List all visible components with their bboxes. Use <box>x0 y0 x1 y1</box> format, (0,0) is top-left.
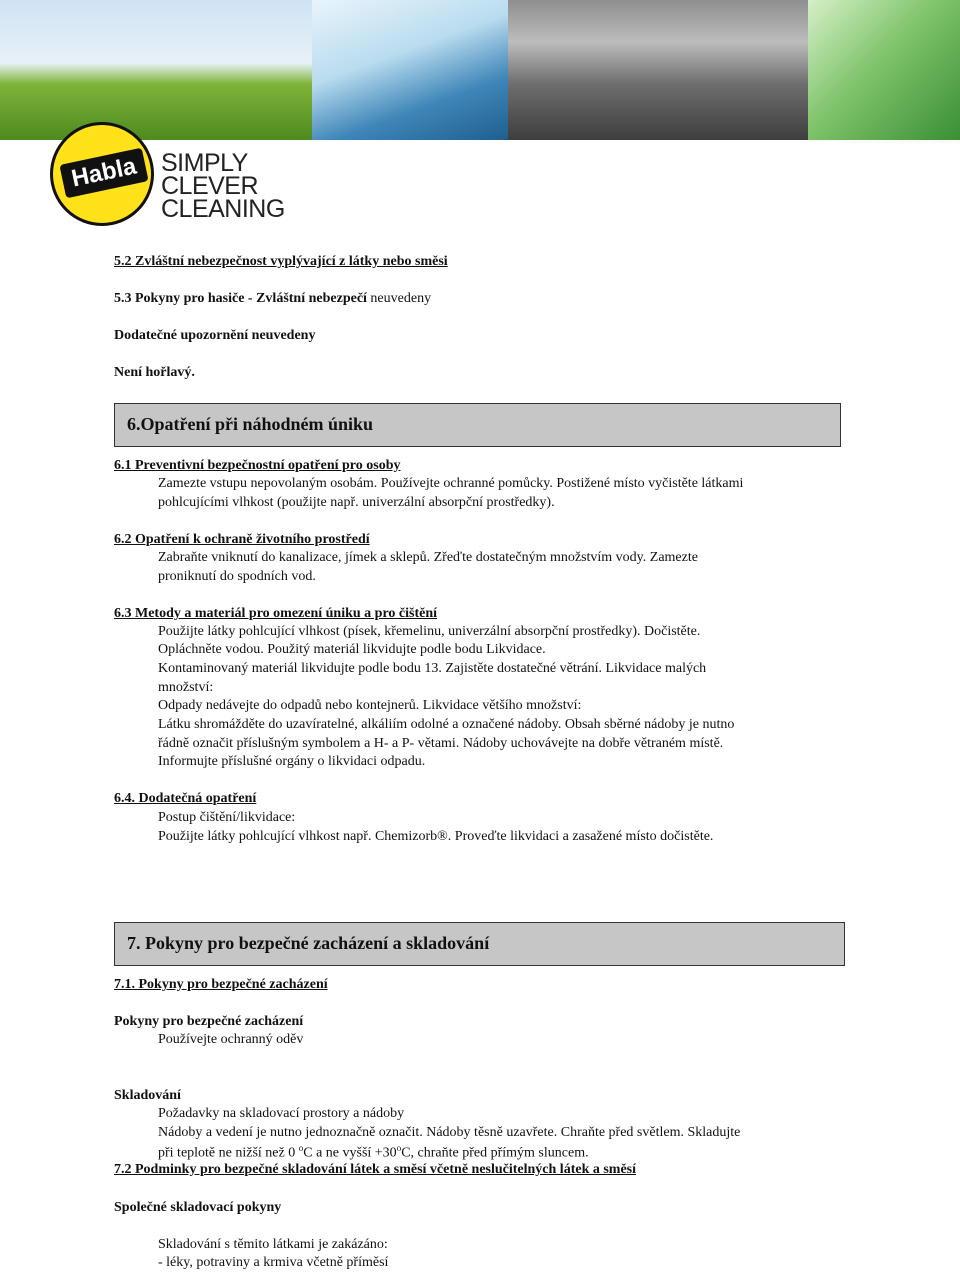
banner-photo-water <box>312 0 508 140</box>
storage-line-2-a: při teplotě ne nižší než 0 <box>158 1145 299 1161</box>
common-storage-label: Společné skladovací pokyny <box>114 1200 282 1215</box>
handling-label: Pokyny pro bezpečné zacházení <box>114 1014 304 1029</box>
text-6-3-line-4: množství: <box>158 680 214 695</box>
text-6-3-line-5: Odpady nedávejte do odpadů nebo kontejnerů. Likvidace většího množství: <box>158 698 582 713</box>
additional-warning: Dodatečné upozornění neuvedeny <box>114 328 316 343</box>
text-6-3-line-1: Použijte látky pohlcující vlhkost (písek, křemelinu, univerzální absorpční prostředky). Dočistěte. <box>158 624 701 639</box>
heading-6-4: 6.4. Dodatečná opatření <box>114 791 257 806</box>
banner-photo-grass <box>0 0 312 140</box>
section-7-title-box <box>114 922 845 966</box>
slogan-line-3: CLEANING <box>161 195 285 223</box>
banner-photo-bottles <box>808 0 960 140</box>
text-6-3-line-7: řádně označit příslušným symbolem a H- a P- větami. Nádoby uchovávejte na dobře větraném místě. <box>158 736 724 751</box>
slogan-line-1: SIMPLY <box>161 149 248 177</box>
text-6-2-line-1: Zabraňte vniknutí do kanalizace, jímek a sklepů. Zřeďte dostatečným množstvím vody. Zamezte <box>158 550 698 565</box>
forbidden-item: - léky, potraviny a krmiva včetně příměsí <box>158 1255 389 1270</box>
degree-sup-1: o <box>298 1143 304 1153</box>
text-6-3-line-8: Informujte příslušné orgány o likvidaci odpadu. <box>158 754 426 769</box>
heading-5-3 <box>114 291 431 307</box>
slogan <box>161 149 285 223</box>
non-flammable: Není hořlavý. <box>114 365 195 380</box>
heading-5-2: 5.2 Zvláštní nebezpečnost vyplývající z látky nebo směsi <box>114 254 448 269</box>
text-6-4-line-1: Postup čištění/likvidace: <box>158 810 296 825</box>
storage-line-2 <box>158 1143 589 1162</box>
text-6-1-line-2: pohlcujícími vlhkost (použijte např. univerzální absorpční prostředky). <box>158 495 555 510</box>
storage-line-1: Nádoby a vedení je nutno jednoznačně označit. Nádoby těsně uzavřete. Chraňte před světlem. Skladujte <box>158 1125 741 1140</box>
degree-sup-2: o <box>396 1143 402 1153</box>
text-6-3-line-2: Opláchněte vodou. Použitý materiál likvidujte podle bodu Likvidace. <box>158 642 546 657</box>
heading-7-2: 7.2 Podminky pro bezpečné skladování látek a směsí včetně neslučitelných látek a směsí <box>114 1162 637 1177</box>
storage-line-2-b: C a ne vyšší +30 <box>303 1145 397 1161</box>
text-6-3-line-6: Látku shromážděte do uzavíratelné, alkáliím odolné a označené nádoby. Obsah sběrné nádoby je nutno <box>158 717 735 732</box>
heading-6-2: 6.2 Opatření k ochraně životního prostředí <box>114 532 370 547</box>
heading-7-1: 7.1. Pokyny pro bezpečné zacházení <box>114 977 328 992</box>
storage-requirements: Požadavky na skladovací prostory a nádoby <box>158 1106 405 1121</box>
text-6-2-line-2: proniknutí do spodních vod. <box>158 569 316 584</box>
section-7-title: 7. Pokyny pro bezpečné zacházení a skladování <box>127 933 490 953</box>
habla-logo-text: Habla <box>59 148 148 199</box>
heading-6-3: 6.3 Metody a materiál pro omezení úniku a pro čištění <box>114 606 438 621</box>
section-6-title-box <box>114 403 841 447</box>
handling-text: Používejte ochranný oděv <box>158 1032 304 1047</box>
heading-5-3-bold: 5.3 Pokyny pro hasiče - Zvláštní nebezpečí <box>114 291 367 306</box>
text-6-3-line-3: Kontaminovaný materiál likvidujte podle bodu 13. Zajistěte dostatečné větrání. Likvidace malých <box>158 661 707 676</box>
text-6-1-line-1: Zamezte vstupu nepovolaným osobám. Používejte ochranné pomůcky. Postižené místo vyčistěte látkami <box>158 476 744 491</box>
slogan-line-2: CLEVER <box>161 172 259 200</box>
banner-photo-factory <box>508 0 808 140</box>
text-6-4-line-2: Použijte látky pohlcující vlhkost např. Chemizorb®. Proveďte likvidaci a zasažené místo dočistěte. <box>158 829 714 844</box>
header-banner <box>0 0 960 140</box>
section-6-title: 6.Opatření při náhodném úniku <box>127 414 374 434</box>
forbidden-storage: Skladování s těmito látkami je zakázáno: <box>158 1237 388 1252</box>
heading-5-3-value: neuvedeny <box>366 291 432 306</box>
heading-6-1: 6.1 Preventivní bezpečnostní opatření pro osoby <box>114 458 401 473</box>
storage-label: Skladování <box>114 1088 181 1103</box>
storage-line-2-c: C, chraňte před přímým sluncem. <box>401 1145 589 1161</box>
